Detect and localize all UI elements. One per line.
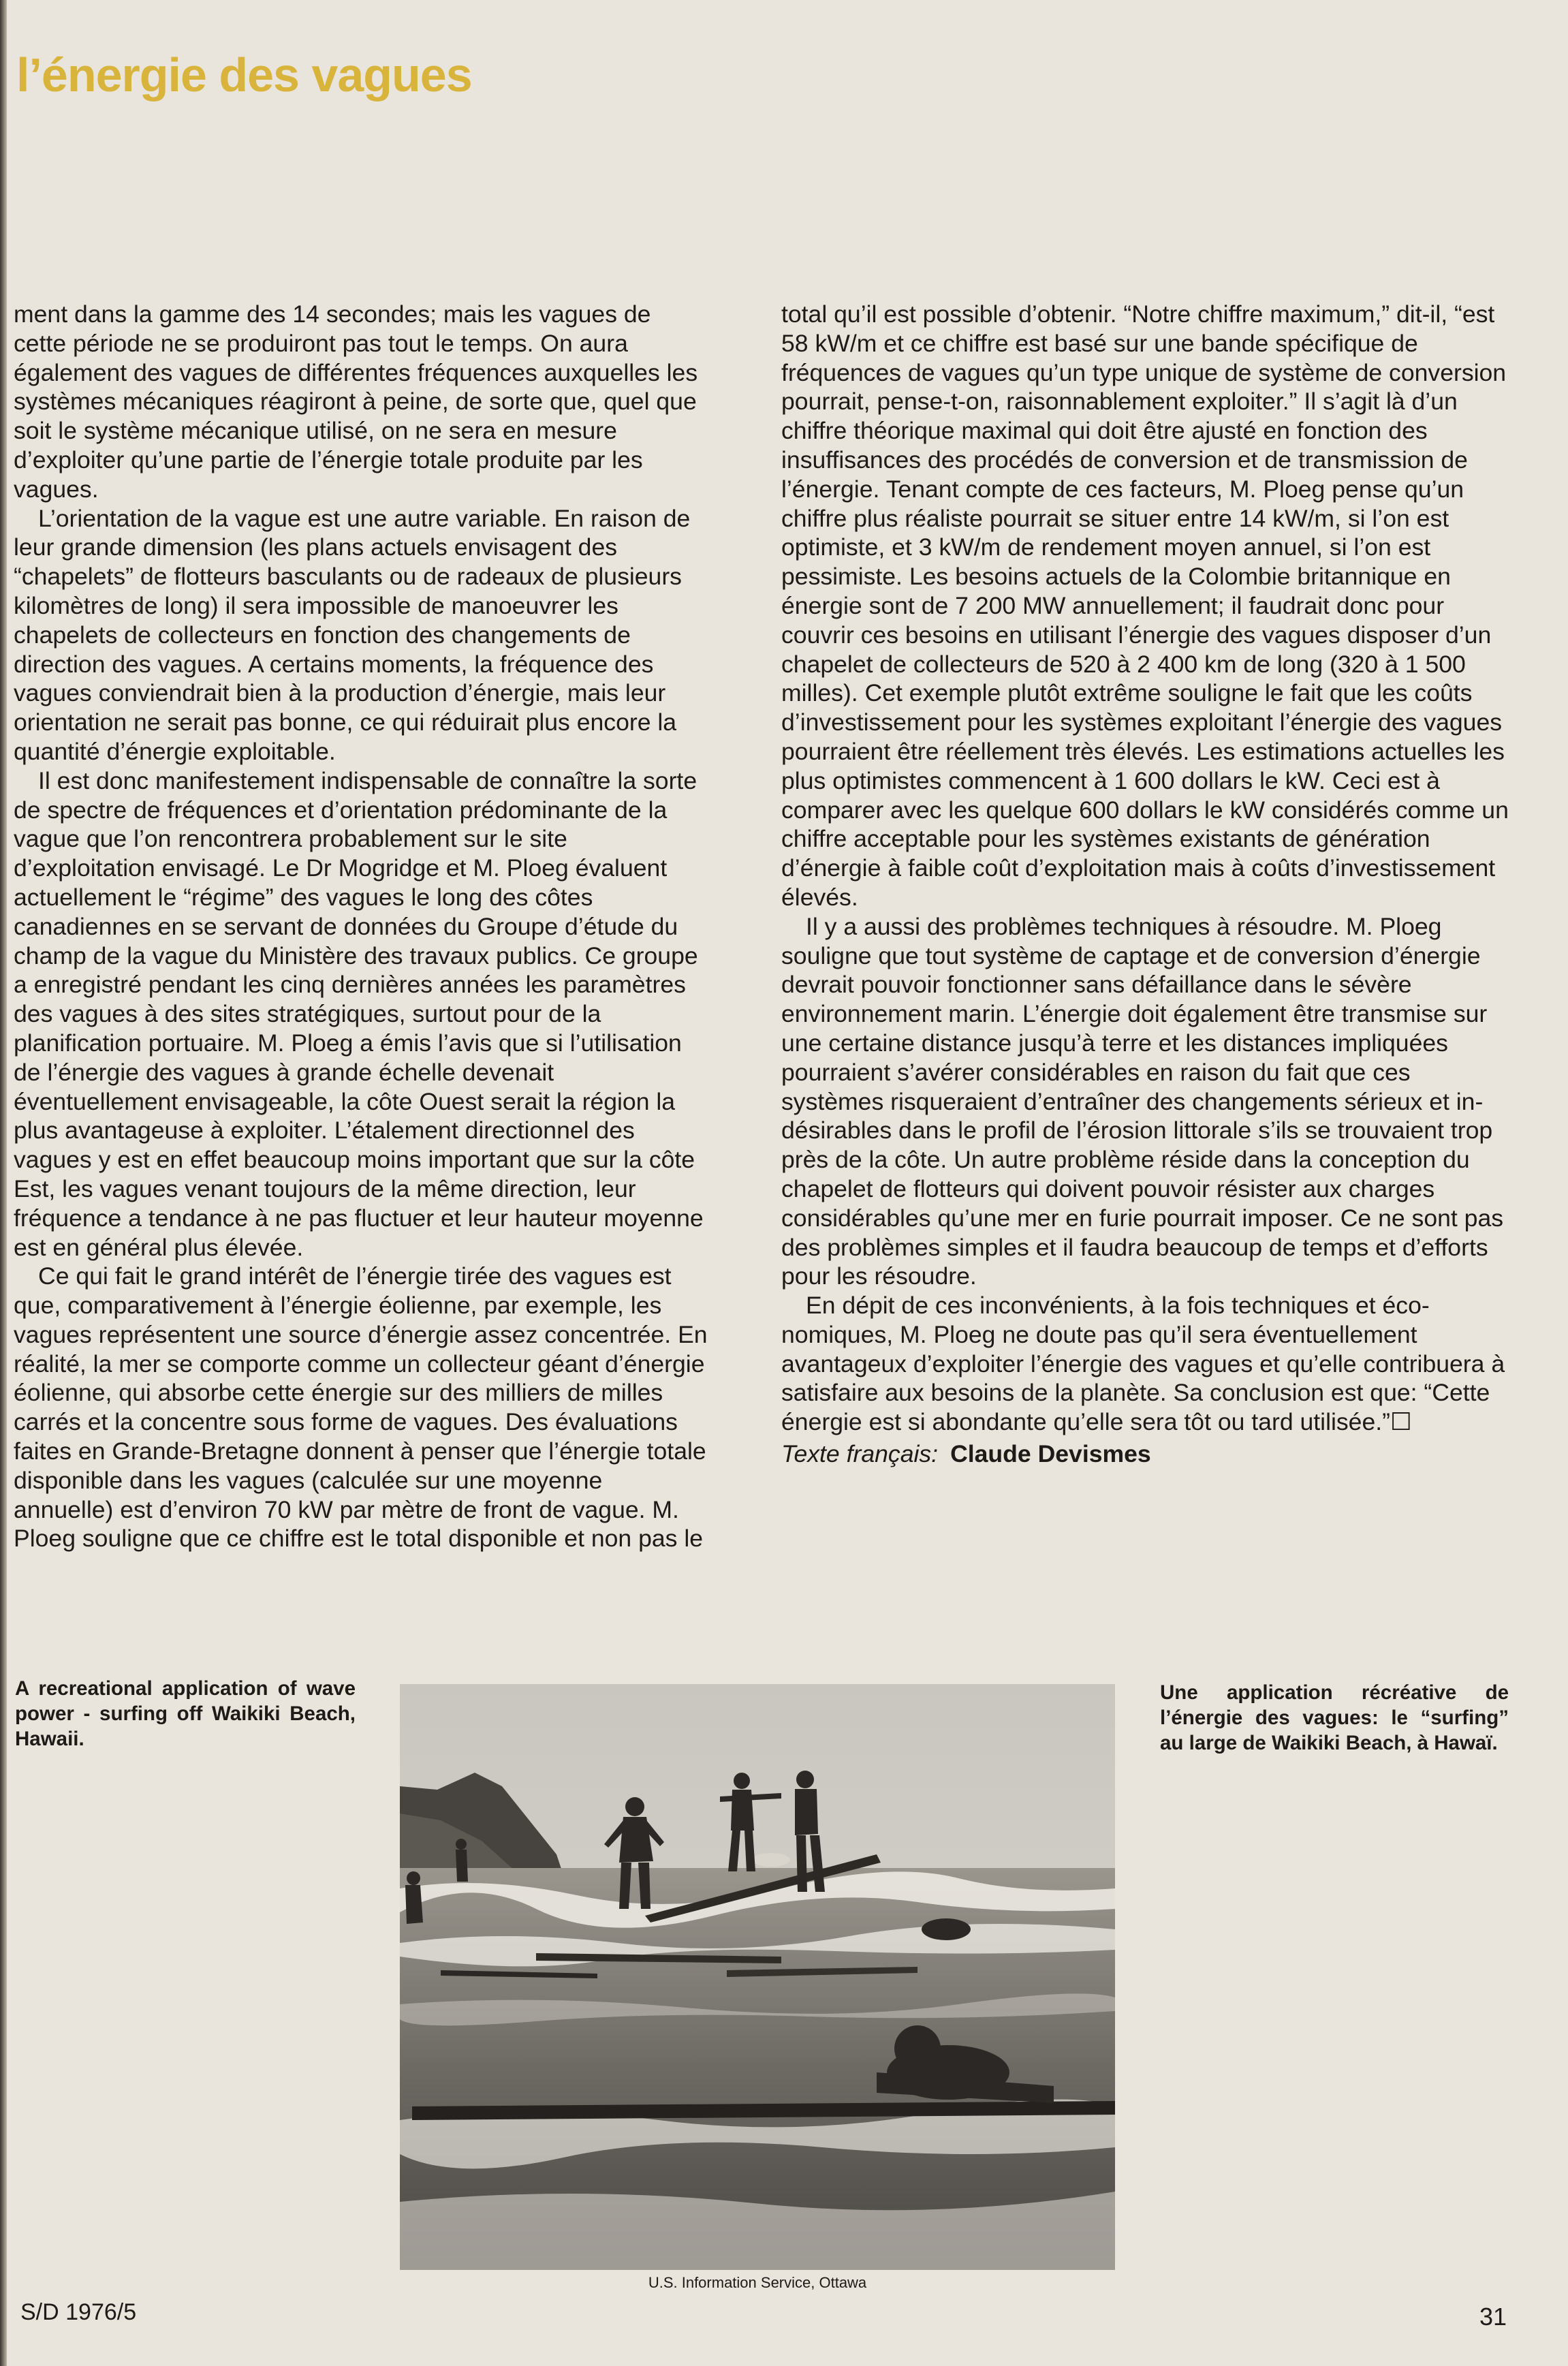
paragraph: Il y a aussi des problèmes techniques à résoudre. M. Ploeg souligne que tout système de captage et de conversion d’énergie devrait pouvoir fonctionner sans défaillance dans le sévère environnement marin. L’énergie doit également être transmise sur une certaine distance jusqu’à terre et les distances impliquées pourraient s’avérer considérables en raison du fait que ces systèmes risqueraient d’entraîner des changements sérieux et indésirables dans le profil de l’érosion littorale s’ils se trouvaient trop près de la côte. Un autre problème réside dans la conception du chapelet de flotteurs qui doivent pouvoir résister aux charges considérables qu’une mer en furie pourrait imposer. Ce ne sont pas des problèmes simples et il faudra beaucoup de temps et d’efforts pour les résoudre. bbox=[781, 912, 1504, 1290]
page-number: 31 bbox=[1479, 2303, 1507, 2331]
text-column-right bbox=[781, 300, 1517, 1469]
paragraph: ment dans la gamme des 14 secondes; mais les vagues de cette période ne se produiront pas tout le temps. On aura également des vagues de différentes fréquences auxquelles les systèmes mécaniques réagiront à peine, de sorte que, quel que soit le système mécanique utilisé, on ne sera en mesure d’exploiter qu’une partie de l’énergie totale produite par les vagues. bbox=[14, 300, 698, 503]
article-title: l’énergie des vagues bbox=[16, 48, 472, 102]
photo-credit: U.S. Information Service, Ottawa bbox=[648, 2274, 867, 2291]
photo-caption-french: Une application récréative de l’énergie des vagues: le “surfing” au large de Waikiki Beach, à Hawaï. bbox=[1160, 1681, 1509, 1754]
paragraph: Ce qui fait le grand intérêt de l’énergie tirée des vagues est que, comparativement à l’énergie éolienne, par exemple, les vagues représentent une source d’énergie assez concentrée. En réalité, la mer se comporte comme un collecteur géant d’énergie éolienne, qui absorbe cette énergie sur des milliers de milles carrés et la concentre sous forme de vagues. Des évaluations faites en Grande-Bretagne donnent à penser que l’énergie totale disponible dans les vagues (calculée sur une moyenne annuelle) est d’environ 70 kW par mètre de front de vague. M. Ploeg souligne que ce chiffre est le total disponible et non pas le bbox=[14, 1262, 708, 1553]
translation-credit-label: Texte français: bbox=[781, 1440, 939, 1468]
translator-name: Claude Devismes bbox=[950, 1440, 1151, 1468]
photo-caption-english: A recreational application of wave power - surfing off Waikiki Beach, Hawaii. bbox=[15, 1677, 356, 1750]
translation-credit bbox=[781, 1439, 1517, 1469]
surfing-photo bbox=[400, 1684, 1115, 2270]
text-column-left bbox=[14, 300, 708, 1553]
paragraph: En dépit de ces inconvénients, à la fois techniques et économiques, M. Ploeg ne doute pas qu’il sera éventuellement avantageux d’exploiter l’énergie des vagues et qu’elle contribuera à satisfaire aux besoins de la planète. Sa conclusion est que: “Cette énergie est si abondante qu’elle sera tôt ou tard utilisée.”☐ bbox=[781, 1292, 1505, 1436]
issue-reference: S/D 1976/5 bbox=[20, 2299, 137, 2325]
page-spine-edge bbox=[0, 0, 7, 2366]
paragraph: L’orientation de la vague est une autre variable. En raison de leur grande dimension (les plans actuels envisagent des “chapelets” de flotteurs basculants ou de radeaux de plusieurs kilomètres de long) il sera impossible de manoeuvrer les chapelets de collecteurs en fonction des changements de direction des vagues. A certains moments, la fréquence des vagues conviendrait bien à la production d’énergie, mais leur orientation ne serait pas bonne, ce qui réduirait plus encore la quantité d’énergie exploitable. bbox=[14, 504, 691, 765]
paragraph: total qu’il est possible d’obtenir. “Notre chiffre maximum,” dit-il, “est 58 kW/m et ce chiffre est basé sur une bande spécifique de fréquences de vagues qu’un type unique de système de conversion pourrait, pense-t-on, raisonnablement exploiter.” Il s’agit là d’un chiffre théorique maximal qui doit être ajusté en fonction des insuffisances des procédés de conversion et de transmission de l’énergie. Tenant compte de ces facteurs, M. Ploeg pense qu’un chiffre plus réaliste pourrait se situer entre 14 kW/m, si l’on est optimiste, et 3 kW/m de rendement moyen annuel, si l’on est pessimiste. Les besoins actuels de la Colombie britannique en énergie sont de 7 200 MW annuellement; il faudrait donc pour couvrir ces besoins en utilisant l’énergie des vagues disposer d’un chapelet de collecteurs de 520 à 2 400 km de long (320 à 1 500 milles). Cet exemple plutôt extrême souligne le fait que les coûts d’investissement pour les systèmes exploitant l’énergie des vagues pourraient être réellement très élevés. Les estimations actuelles les plus optimistes commencent à 1 600 dollars le kW. Ceci est à comparer avec les quelque 600 dollars le kW considérés comme un chiffre acceptable pour les systèmes existants de génération d’énergie à faible coût d’exploitation mais à coûts d’investissement élevés. bbox=[781, 300, 1509, 911]
paragraph: Il est donc manifestement indispensable de connaître la sorte de spectre de fréquences et d’orientation prédominante de la vague que l’on rencontrera probablement sur le site d’exploitation envisagé. Le Dr Mogridge et M. Ploeg évaluent actuellement le “régime” des vagues le long des côtes canadiennes en se servant de données du Groupe d’étude du champ de la vague du Ministère des travaux publics. Ce groupe a enregistré pendant les cinq dernières années les paramètres des vagues à des sites stratégiques, surtout pour de la planification portuaire. M. Ploeg a émis l’avis que si l’utilisation de l’énergie des vagues à grande échelle devenait éventuellement envisageable, la côte Ouest serait la région la plus avantageuse à exploiter. L’étalement directionnel des vagues y est en effet beaucoup moins important que sur la côte Est, les vagues venant toujours de la même direction, leur fréquence a tendance à ne pas fluctuer et leur hauteur moyenne est en général plus élevée. bbox=[14, 766, 704, 1261]
